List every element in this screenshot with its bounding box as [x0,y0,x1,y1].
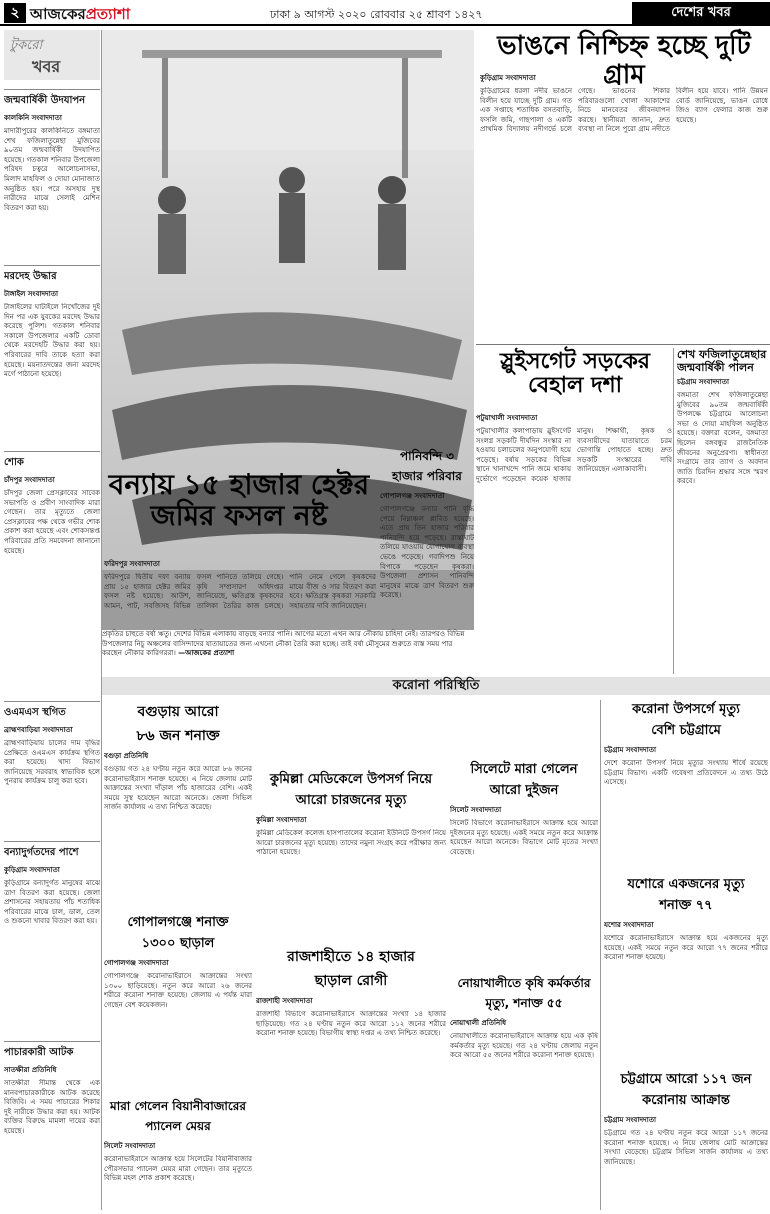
story-byline: রাজশাহী সংবাদদাতা [256,997,313,1005]
story-byline: নোয়াখালী প্রতিনিধি [450,1019,507,1027]
dateline: ঢাকা ৯ আগস্ট ২০২০ রোববার ২৫ শ্রাবণ ১৪২৭ [270,8,483,21]
headline-bogura-b: ৮৬ জন শনাক্ত [136,728,220,744]
story-byline: সিলেট সংবাদদাতা [104,1142,156,1150]
sidebar-item-text: টাঙ্গাইলের ঘাটাইলে নিখোঁজের দুই দিন পর এক যুবকের মরদেহ উদ্ধার করেছে পুলিশ। গতকাল শনিবার সকালে উপজেলার একটি ডোবা থেকে মরদেহটি উদ্ধার করা হয়। পরিবারের দাবি তাকে হত্যা করা হয়েছে। ময়নাতদন্তের জন্য মরদেহ মর্গে পাঠানো হয়েছে। [4,303,100,379]
story-byline: কুমিল্লা সংবাদদাতা [256,816,307,824]
paper-name-a: আজকের [30,5,86,23]
story-byline: পটুয়াখালী সংবাদদাতা [476,414,538,422]
headline-jessore-a: যশোরে একজনের মৃত্যু [627,877,745,892]
story-byline: যশোর সংবাদদাতা [604,921,654,929]
headline-sluice: স্লুইসগেট সড়কের বেহাল দশা [500,349,650,399]
story-byline: চট্টগ্রাম সংবাদদাতা [604,1116,657,1124]
headline-ctg-death-a: করোনা উপসর্গে মৃত্যু [632,702,740,717]
headline-gopalganj-a: গোপালগঞ্জে শনাক্ত [127,915,229,930]
column-divider [600,700,601,1210]
headline-ctg-new-b: করোনায় আক্রান্ত [642,1093,730,1108]
story-text: বঙ্গমাতা শেখ ফজিলাতুন্নেছা মুজিবের ৯০তম জন্মবার্ষিকী উপলক্ষে চট্টগ্রামে আলোচনা সভা ও দোয়া মাহফিল অনুষ্ঠিত হয়েছে। বক্তারা বলেন, বঙ্গমাতা ছিলেন বঙ্গবন্ধুর রাজনৈতিক জীবনের অনুপ্রেরণা। স্বাধীনতা সংগ্রামে তার ত্যাগ ও অবদান জাতি চিরদিন শ্রদ্ধার সঙ্গে স্মরণ করবে। [677,391,768,486]
story-byline: ফরিদপুর সংবাদদাতা [104,560,160,568]
headline-noakhali-a: নোয়াখালীতে কৃষি কর্মকর্তার [457,976,591,990]
sidebar-item-text: মাদারীপুরের কালকিনিতে বঙ্গমাতা শেখ ফজিলাতুন্নেছা মুজিবের ৯০তম জন্মবার্ষিকী উদযাপিত হয়েছে। গতকাল শনিবার উপজেলা পরিষদ চত্বরে আলোচনাসভা, মিলাদ মাহফিল ও দোয়া মোনাজাত অনুষ্ঠিত হয়। পরে অসহায় দুস্থ নারীদের মাঝে সেলাই মেশিন বিতরণ করা হয়। [4,127,100,212]
sidebar-item-byline: সাতক্ষীরা প্রতিনিধি [4,1066,57,1074]
sidebar-item-text: ব্রাহ্মণবাড়িয়ায় চালের দাম বৃদ্ধির প্রেক্ষিতে ওএমএস কার্যক্রম স্থগিত করা হয়েছে। খাদ্য বিভাগ জানিয়েছে সরবরাহ স্বাভাবিক হলে পুনরায় কার্যক্রম চালু করা হবে। [4,739,100,786]
story-text: যশোরে করোনাভাইরাসে আক্রান্ত হয়ে একজনের মৃত্যু হয়েছে। একই সময়ে নতুন করে আরো ৭৭ জনের শরীরে করোনা শনাক্ত হয়েছে। [604,934,768,962]
sidebar-item [4,260,100,446]
sidebar-label-b: খবর [32,57,61,76]
story-panibondi [380,448,474,674]
photo-credit: —আজকের প্রত্যাশা [178,649,235,657]
story-text: বগুড়ায় গত ২৪ ঘণ্টায় নতুন করে আরো ৮৬ জনের করোনাভাইরাস শনাক্ত হয়েছে। এ নিয়ে জেলায় মোট আক্রান্তের সংখ্যা দাঁড়াল পাঁচ হাজারের বেশি। একই সময়ে সুস্থ হয়েছেন আরো অনেকে। জেলা সিভিল সার্জন কার্যালয় এ তথ্য নিশ্চিত করেছে। [104,765,252,812]
sidebar-item-text: সাতক্ষীরা সীমান্ত থেকে এক মানবপাচারকারীকে আটক করেছে বিজিবি। এ সময় পাচারের শিকার দুই নারীকে উদ্ধার করা হয়। আটক ব্যক্তির বিরুদ্ধে মামলা দায়ের করা হয়েছে। [4,1079,100,1135]
story-text: সিলেট বিভাগে করোনাভাইরাসে আক্রান্ত হয়ে আরো দুইজনের মৃত্যু হয়েছে। একই সময়ে নতুন করে আক্রান্ত হয়েছেন আরো অনেকে। বিভাগে মোট মৃতের সংখ্যা বেড়েছে। [450,819,598,856]
headline-sylhet-a: সিলেটে মারা গেলেন [470,762,578,777]
sidebar-item-byline: কুড়িগ্রাম সংবাদদাতা [4,866,60,874]
story-text: পটুয়াখালীর কলাপাড়ায় স্লুইসগেট সংলগ্ন সড়কটি দীর্ঘদিন সংস্কার না হওয়ায় চলাচলের অনুপযোগী হয়ে পড়েছে। বর্ষায় সড়কের বিভিন্ন স্থানে খানাখন্দে পানি জমে থাকায় দুর্ভোগে পড়েছেন কয়েক হাজার মানুষ। শিক্ষার্থী, কৃষক ও ব্যবসায়ীদের যাতায়াতে চরম ভোগান্তি পোহাতে হচ্ছে। দ্রুত সড়কটি সংস্কারের দাবি জানিয়েছেন এলাকাবাসী। [476,427,672,483]
story-byline: কুড়িগ্রাম সংবাদদাতা [480,74,536,82]
sidebar-item [4,696,100,836]
headline-bogura-a: বগুড়ায় আরো [137,704,219,720]
sidebar-item-text: চাঁদপুর জেলা প্রেসক্লাবের সাবেক সভাপতি ও প্রবীণ সাংবাদিক মারা গেছেন। তার মৃত্যুতে জেলা প্রেসক্লাবের পক্ষ থেকে গভীর শোক প্রকাশ করা হয়েছে এবং শোকসন্তপ্ত পরিবারের প্রতি সমবেদনা জানানো হয়েছে। [4,489,100,555]
story-byline: বগুড়া প্রতিনিধি [104,752,149,760]
page-number: ২ [4,3,26,23]
section-label: দেশের খবর [632,2,770,24]
sidebar-item [4,446,100,696]
sidebar-item-byline: চাঁদপুর সংবাদদাতা [4,476,55,484]
story-byline: গোপালগঞ্জ সংবাদদাতা [380,492,445,500]
story-bhangon [480,70,768,340]
sidebar-item [4,84,100,260]
headline-bhangon: ভাঙনে নিশ্চিহ্ন হচ্ছে দুটি গ্রাম [497,31,751,90]
headline-noakhali-b: মৃত্যু, শনাক্ত ৫৫ [485,996,563,1010]
story-text: চট্টগ্রামে গত ২৪ ঘণ্টায় নতুন করে আরো ১১৭ জনের করোনা শনাক্ত হয়েছে। এ নিয়ে জেলায় মোট আক্রান্তের সংখ্যা বেড়েছে। চট্টগ্রাম সিভিল সার্জন কার্যালয় এ তথ্য জানিয়েছে। [604,1129,768,1166]
sidebar-item [4,1036,100,1206]
story-text: নোয়াখালীতে করোনাভাইরাসে আক্রান্ত হয়ে এক কৃষি কর্মকর্তার মৃত্যু হয়েছে। গত ২৪ ঘণ্টায় জেলায় নতুন করে আরো ৫৫ জনের শরীরে করোনা শনাক্ত হয়েছে। [450,1032,598,1060]
sidebar-column [4,84,100,1210]
story-text: দেশে করোনা উপসর্গ নিয়ে মৃত্যুর সংখ্যায় শীর্ষে রয়েছে চট্টগ্রাম বিভাগ। একটি গবেষণা প্রতিবেদনে এ তথ্য উঠে এসেছে। [604,759,768,787]
headline-gopalganj-b: ১৩০০ ছাড়াল [141,936,215,951]
story-text: গোপালগঞ্জে করোনাভাইরাসে আক্রান্তের সংখ্যা ১৩০০ ছাড়িয়েছে। নতুন করে আরো ২৬ জনের শরীরে করোনা শনাক্ত হয়েছে। জেলায় এ পর্যন্ত মারা গেছেন বেশ কয়েকজন। [104,972,252,1009]
story-text: কুড়িগ্রামের ধরলা নদীর ভাঙনে বিলীন হয়ে যাচ্ছে দুটি গ্রাম। গত এক সপ্তাহে শতাধিক বসতবাড়ি, ফসলি জমি, গাছপালা ও একটি প্রাথমিক বিদ্যালয় নদীগর্ভে চলে গেছে। ভাঙনের শিকার পরিবারগুলো খোলা আকাশের নিচে মানবেতর জীবনযাপন করছে। স্থানীয়রা জানান, দ্রুত ব্যবস্থা না নিলে পুরো গ্রাম নদীতে বিলীন হয়ে যাবে। পানি উন্নয়ন বোর্ড জানিয়েছে, ভাঙন রোধে জিও ব্যাগ ফেলার কাজ শুরু হয়েছে। [480,87,768,134]
corona-column-2 [256,700,446,1210]
story-byline: সিলেট সংবাদদাতা [450,806,502,814]
sidebar-item-title: জন্মবার্ষিকী উদযাপন [4,89,100,110]
sidebar-item-byline: ব্রাহ্মণবাড়িয়া সংবাদদাতা [4,726,73,734]
corona-column-4 [604,700,768,1210]
sidebar-item-title: পাচারকারী আটক [4,1041,100,1062]
story-bonna [104,556,376,674]
headline-cumilla-b: আরো চারজনের মৃত্যু [295,793,407,808]
headline-ctg-death-b: বেশি চট্টগ্রামে [651,723,721,738]
sidebar-item-text: কুড়িগ্রামে বন্যাদুর্গত মানুষের মাঝে ত্রাণ বিতরণ করা হয়েছে। জেলা প্রশাসনের সহায়তায় পাঁচ শতাধিক পরিবারের মাঝে চাল, ডাল, তেল ও শুকনো খাবার বিতরণ করা হয়। [4,879,100,926]
sidebar-item-title: ওএমএস স্থগিত [4,701,100,722]
story-text: কুমিল্লা মেডিকেল কলেজ হাসপাতালের করোনা ইউনিটে উপসর্গ নিয়ে আরো চারজনের মৃত্যু হয়েছে। তাদের নমুনা সংগ্রহ করে পরীক্ষার জন্য পাঠানো হয়েছে। [256,829,446,857]
story-sluice [476,410,672,672]
story-text: করোনাভাইরাসে আক্রান্ত হয়ে সিলেটের বিয়ানীবাজার পৌরসভার প্যানেল মেয়র মারা গেছেন। তার মৃত্যুতে বিভিন্ন মহল শোক প্রকাশ করেছে। [104,1155,252,1183]
story-text: গোপালগঞ্জে বন্যার পানি বৃদ্ধি পেয়ে নিম্নাঞ্চল প্লাবিত হয়েছে। এতে প্রায় তিন হাজার পরিবার পানিবন্দি হয়ে পড়েছে। রাস্তাঘাট তলিয়ে যাওয়ায় যোগাযোগ ব্যবস্থা ভেঙে পড়েছে। গবাদিপশু নিয়ে বিপাকে পড়েছেন কৃষকরা। উপজেলা প্রশাসন পানিবন্দি মানুষের মাঝে ত্রাণ বিতরণ শুরু করেছে। [380,505,474,600]
headline-mayor-b: প্যানেল মেয়র [145,1119,211,1133]
story-byline: চট্টগ্রাম সংবাদদাতা [677,378,730,386]
story-text: রাজশাহী বিভাগে করোনাভাইরাসে আক্রান্তের সংখ্যা ১৪ হাজার ছাড়িয়েছে। গত ২৪ ঘণ্টায় নতুন করে আরো ১১২ জনের শরীরে করোনা শনাক্ত হয়েছে। বিভাগীয় স্বাস্থ্য দপ্তর এ তথ্য নিশ্চিত করেছে। [256,1010,446,1038]
sidebar-item-title: বন্যাদুর্গতদের পাশে [4,841,100,862]
sidebar-item-title: শোক [4,451,100,472]
masthead [30,3,130,28]
sidebar-label-a: টুকরো [10,38,43,53]
headline-panibondi-b: হাজার পরিবার [392,469,462,483]
caption-text: প্রকৃতির চাহুতে বর্ষা ঋতু। দেশের বিভিন্ন এলাকায় বাড়ছে বন্যার পানি। আগের মতো এখন আর নৌকায় চাহিদা নেই। তারপরও বিভিন্ন উপজেলার নিচু অঞ্চলের বাসিন্দাদের যাতায়াতের জন্য এখনো নৌকা তৈরি করা হচ্ছে। তাই বর্ষা মৌসুমের শুরুতে ব্যস্ত সময় পার করছেন নৌকার কারিগররা। [102,630,465,657]
column-divider [673,348,674,674]
story-text: ফরিদপুরে দ্বিতীয় দফা বন্যায় প্রায় ১৫ হাজার হেক্টর জমির ফসল নষ্ট হয়েছে। আউশ, আমন, পাট, সবজিসহ বিভিন্ন ফসল পানিতে তলিয়ে গেছে। কৃষি সম্প্রসারণ অধিদপ্তর জানিয়েছে, ক্ষতিগ্রস্ত কৃষকদের তালিকা তৈরির কাজ চলছে। পানি নেমে গেলে কৃষকদের মাঝে বীজ ও সার বিতরণ করা হবে। ক্ষতিগ্রস্ত কৃষকরা সরকারি সহায়তার দাবি জানিয়েছেন। [104,573,376,610]
headline-mayor-a: মারা গেলেন বিয়ানীবাজারের [110,1099,246,1113]
sidebar-item-title: মরদেহ উদ্ধার [4,265,100,286]
story-sheikh [677,348,768,674]
story-byline: চট্টগ্রাম সংবাদদাতা [604,746,657,754]
corona-column-1 [104,700,252,1210]
headline-jessore-b: শনাক্ত ৭৭ [659,898,713,913]
headline-cumilla-a: কুমিল্লা মেডিকেলে উপসর্গ নিয়ে [269,772,433,787]
divider [476,344,770,345]
sidebar-banner [4,30,100,80]
sidebar-item [4,836,100,1036]
story-byline: গোপালগঞ্জ সংবাদদাতা [104,959,169,967]
headline-sylhet-b: আরো দুইজন [489,783,559,798]
headline-bonna: বন্যায় ১৫ হাজার হেক্টর জমির ফসল নষ্ট [108,468,370,532]
headline-sheikh: শেখ ফজিলাতুন্নেছার জন্মবার্ষিকী পালন [677,348,767,374]
headline-rajshahi-a: রাজশাহীতে ১৪ হাজার [287,949,415,965]
headline-rajshahi-b: ছাড়াল রোগী [314,973,388,989]
headline-panibondi-a: পানিবন্দি ৩ [400,449,454,463]
headline-ctg-new-a: চট্টগ্রামে আরো ১১৭ জন [620,1072,752,1087]
paper-name-b: প্রত্যাশা [85,5,131,23]
corona-section-bar: করোনা পরিস্থিতি [102,677,770,695]
corona-column-3 [450,700,598,1210]
sidebar-item-byline: টাঙ্গাইল সংবাদদাতা [4,290,59,298]
sidebar-item-byline: কালকিনি সংবাদদাতা [4,114,62,122]
page-header [0,0,770,26]
